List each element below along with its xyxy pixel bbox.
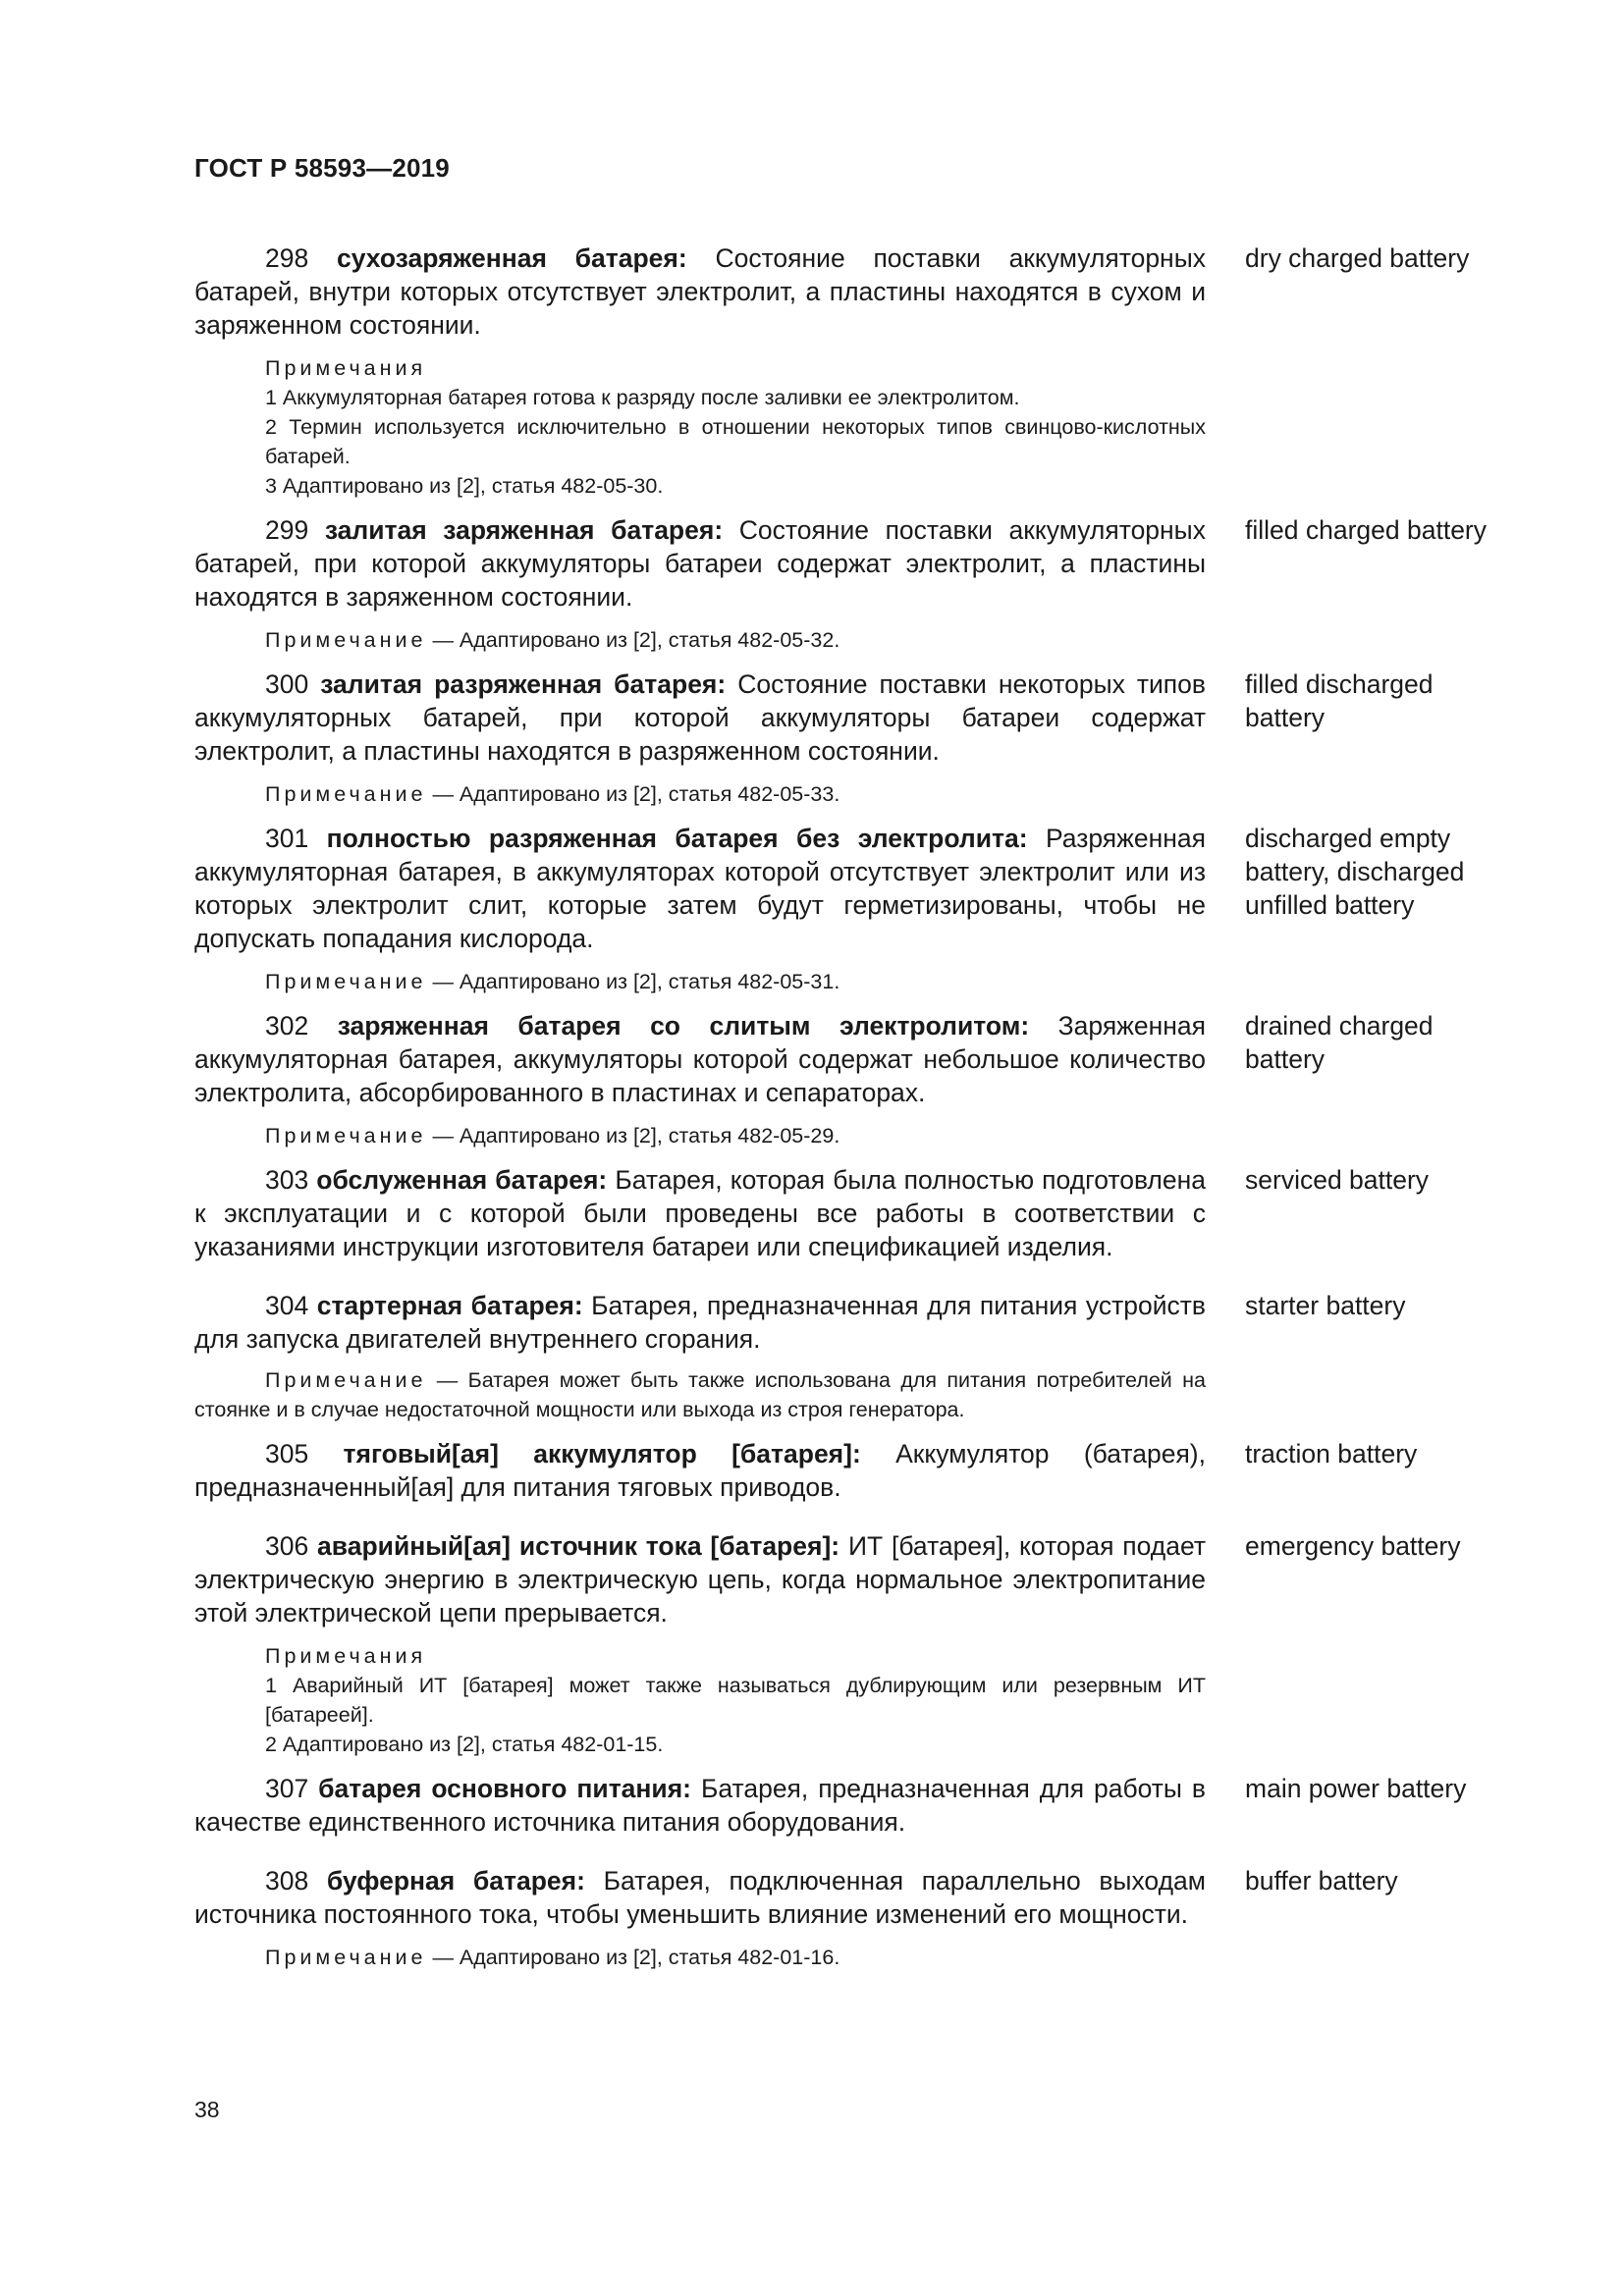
term-definition: 308 буферная батарея: Батарея, подключенная параллельно выходам источника постоянного тока, чтобы уменьшить влияние изменений его мощности. [194, 1866, 1206, 1929]
note-line: 1 Аварийный ИТ [батарея] может также называться дублирующим или резервным ИТ [батареей]. [265, 1674, 1206, 1727]
english-equivalent: discharged empty battery, discharged unfilled battery [1245, 824, 1465, 920]
term-definition: 302 заряженная батарея со слитым электролитом: Заряженная аккумуляторная батарея, аккумуляторы которой содержат небольшое количество электролита, абсорбированного в пластинах и сепараторах. [194, 1011, 1206, 1107]
english-equivalent: main power battery [1245, 1774, 1467, 1803]
term-definition: 304 стартерная батарея: Батарея, предназначенная для питания устройств для запуска двигателей внутреннего сгорания. [194, 1291, 1206, 1354]
english-equivalent: emergency battery [1245, 1531, 1461, 1561]
terms-list [194, 241, 1510, 1985]
note: Примечание — Адаптировано из [2], статья 482-05-33. [265, 782, 840, 806]
notes-label: Примечания [265, 1644, 427, 1668]
english-equivalent: traction battery [1245, 1439, 1418, 1468]
page-number: 38 [194, 2097, 220, 2122]
english-equivalent: drained charged battery [1245, 1011, 1434, 1074]
english-equivalent: starter battery [1245, 1291, 1406, 1320]
term-definition: 300 залитая разряженная батарея: Состояние поставки некоторых типов аккумуляторных батарей, при которой аккумуляторы батареи содержат электролит, а пластины находятся в разряженном состоянии. [194, 669, 1206, 766]
term-definition: 303 обслуженная батарея: Батарея, которая была полностью подготовлена к эксплуатации и с которой были проведены все работы в соответствии с указаниями инструкции изготовителя батареи или спецификацией изделия. [194, 1165, 1206, 1261]
english-equivalent: buffer battery [1245, 1866, 1398, 1896]
english-equivalent: filled charged battery [1245, 515, 1488, 545]
term-entry-305 [194, 1437, 1510, 1504]
term-entry-308 [194, 1864, 1510, 1972]
term-definition: 298 сухозаряженная батарея: Состояние поставки аккумуляторных батарей, внутри которых отсутствует электролит, а пластины находятся в сухом и заряженном состоянии. [194, 243, 1206, 340]
term-entry-301 [194, 822, 1510, 996]
term-entry-307 [194, 1772, 1510, 1839]
term-entry-306 [194, 1529, 1510, 1759]
term-entry-302 [194, 1009, 1510, 1150]
notes-label: Примечания [265, 356, 427, 380]
note-line: 2 Термин используется исключительно в отношении некоторых типов свинцово-кислотных батарей. [265, 415, 1206, 468]
note: Примечание — Адаптировано из [2], статья 482-05-29. [265, 1124, 840, 1148]
notes-block [194, 353, 1206, 501]
term-definition: 305 тяговый[ая] аккумулятор [батарея]: Аккумулятор (батарея), предназначенный[ая] для питания тяговых приводов. [194, 1439, 1206, 1502]
term-definition: 299 залитая заряженная батарея: Состояние поставки аккумуляторных батарей, при которой аккумуляторы батареи содержат электролит, а пластины находятся в заряженном состоянии. [194, 515, 1206, 612]
term-definition: 301 полностью разряженная батарея без электролита: Разряженная аккумуляторная батарея, в аккумуляторах которой отсутствует электролит или из которых электролит слит, которые затем будут герметизированы, чтобы не допускать попадания кислорода. [194, 824, 1206, 953]
term-entry-298 [194, 241, 1510, 501]
note: Примечание — Адаптировано из [2], статья 482-05-32. [265, 628, 840, 652]
note-line: 2 Адаптировано из [2], статья 482-01-15. [265, 1733, 664, 1756]
english-equivalent: dry charged battery [1245, 243, 1470, 273]
english-equivalent: filled discharged battery [1245, 669, 1434, 732]
note: Примечание — Адаптировано из [2], статья 482-05-31. [265, 970, 840, 993]
note-line: 1 Аккумуляторная батарея готова к разряду после заливки ее электролитом. [265, 386, 1020, 409]
note: Примечание — Адаптировано из [2], статья 482-01-16. [265, 1946, 840, 1969]
note-line: 3 Адаптировано из [2], статья 482-05-30. [265, 474, 664, 498]
term-entry-304 [194, 1289, 1510, 1424]
note: Примечание — Батарея может быть также использована для питания потребителей на стоянке и в случае недостаточной мощности или выхода из строя генератора. [194, 1368, 1206, 1421]
term-entry-303 [194, 1163, 1510, 1263]
term-definition: 306 аварийный[ая] источник тока [батарея]: ИТ [батарея], которая подает электрическую энергию в электрическую цепь, когда нормальное электропитание этой электрической цепи прерывается. [194, 1531, 1206, 1628]
notes-block [194, 1641, 1206, 1759]
english-equivalent: serviced battery [1245, 1165, 1430, 1195]
term-entry-300 [194, 667, 1510, 809]
term-definition: 307 батарея основного питания: Батарея, предназначенная для работы в качестве единственного источника питания оборудования. [194, 1774, 1206, 1837]
term-entry-299 [194, 513, 1510, 655]
document-code: ГОСТ Р 58593—2019 [194, 153, 450, 183]
